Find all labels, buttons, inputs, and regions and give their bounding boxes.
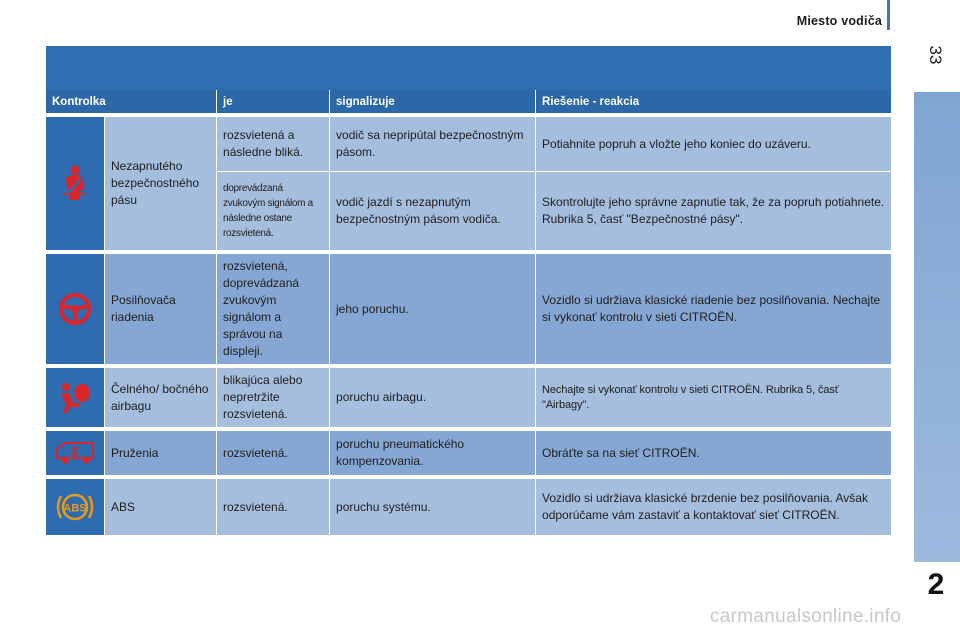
abs-icon-text: ABS: [63, 502, 87, 515]
row-name: Čelného/ bočného airbagu: [104, 367, 216, 427]
header-rule: [887, 0, 890, 30]
header-je: je: [216, 90, 329, 113]
page-number: 33: [926, 45, 945, 65]
row-action: Obráťte sa na sieť CITROËN.: [535, 430, 891, 475]
row-name: Pruženia: [104, 430, 216, 475]
row-action: Vozidlo si udržiava klasické brzdenie bez posilňovania. Avšak odporúčame vám zastaviť a kontaktovať sieť CITROËN.: [535, 478, 891, 535]
table-row: [46, 116, 891, 171]
row-state: blikajúca alebo nepretržite rozsvietená.: [216, 367, 329, 427]
row-signal: poruchu systému.: [329, 478, 535, 535]
row-name: Posilňovača riadenia: [104, 253, 216, 364]
row-name: ABS: [104, 478, 216, 535]
row-signal: poruchu airbagu.: [329, 367, 535, 427]
row-state: rozsvietená.: [216, 430, 329, 475]
table-row: [46, 430, 891, 475]
airbag-icon: [46, 381, 104, 415]
row-action: Potiahnite popruh a vložte jeho koniec do uzáveru.: [535, 116, 891, 171]
table-header-row: [46, 90, 891, 113]
watermark: carmanualsonline.info: [710, 606, 902, 627]
power-steering-icon: [46, 291, 104, 327]
seatbelt-warning-icon: [46, 164, 104, 204]
row-state: rozsvietená, doprevádzaná zvukovým signálom a správou na displeji.: [216, 253, 329, 364]
table-row: [46, 478, 891, 535]
row-signal: jeho poruchu.: [329, 253, 535, 364]
table-banner: [46, 46, 891, 90]
row-action: Vozidlo si udržiava klasické riadenie bez posilňovania. Nechajte si vykonať kontrolu v sieti CITROËN.: [535, 253, 891, 364]
chapter-side-tab: [914, 92, 960, 562]
header-signalizuje: signalizuje: [329, 90, 535, 113]
chapter-number: 2: [927, 568, 945, 601]
table-row: [46, 253, 891, 364]
row-state: rozsvietená.: [216, 478, 329, 535]
suspension-icon: [46, 440, 104, 466]
row-signal: vodič sa nepripútal bezpečnostným pásom.: [329, 116, 535, 171]
table-row: [46, 367, 891, 427]
warning-lights-table: [46, 46, 891, 535]
row-name: Nezapnutého bezpečnostného pásu: [104, 116, 216, 250]
abs-icon: [46, 489, 104, 525]
header-riesenie: Riešenie - reakcia: [535, 90, 891, 113]
row-action: Skontrolujte jeho správne zapnutie tak, že za popruh potiahnete. Rubrika 5, časť "Bezpečnostné pásy".: [535, 171, 891, 250]
row-state: doprevádzaná zvukovým signálom a následne ostane rozsvietená.: [216, 171, 329, 250]
row-state: rozsvietená a následne bliká.: [216, 116, 329, 171]
header-kontrolka: Kontrolka: [46, 90, 216, 113]
row-signal: poruchu pneumatického kompenzovania.: [329, 430, 535, 475]
row-action: Nechajte si vykonať kontrolu v sieti CITROËN. Rubrika 5, časť "Airbagy".: [535, 367, 891, 427]
row-signal: vodič jazdí s nezapnutým bezpečnostným pásom vodiča.: [329, 171, 535, 250]
page-header-title: Miesto vodiča: [796, 14, 882, 28]
